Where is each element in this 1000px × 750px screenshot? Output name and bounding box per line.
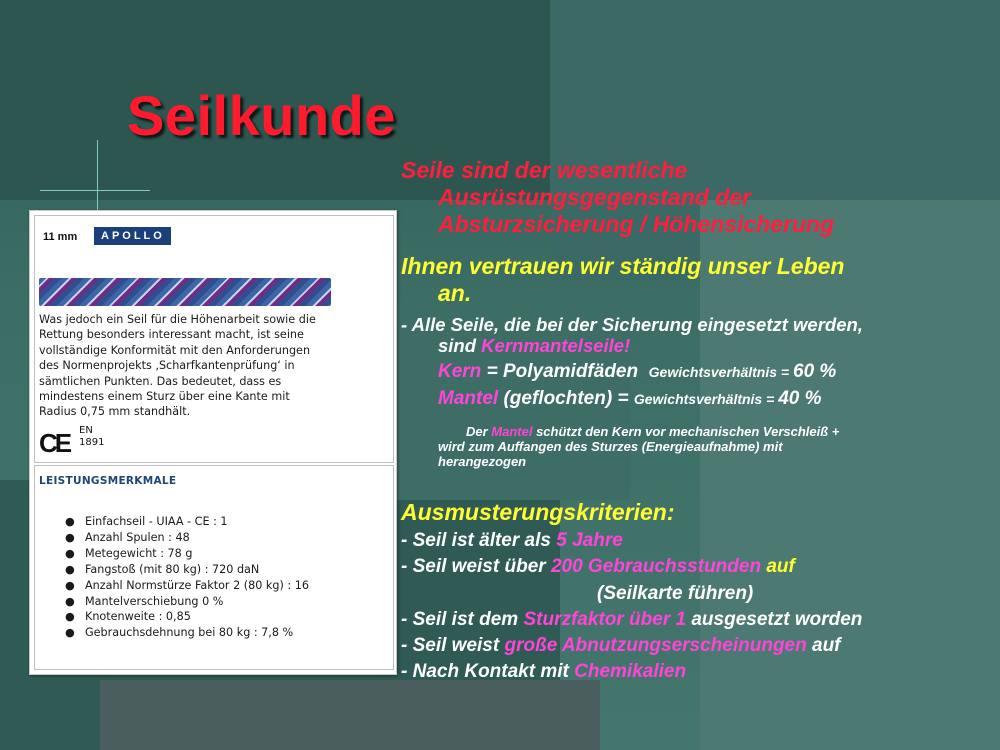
performance-list <box>65 514 309 641</box>
ce-mark-icon: CE <box>39 428 70 458</box>
kern-line: Kern = Polyamidfäden Gewichtsverhältnis = 60 % <box>438 361 837 382</box>
intro-line-2: Ausrüstungsgegenstand der <box>438 184 752 210</box>
bullet-icon: ● <box>65 594 75 608</box>
bullet-icon: ● <box>65 610 75 624</box>
performance-heading: LEISTUNGSMERKMALE <box>39 475 177 487</box>
all-ropes-line-1: - Alle Seile, die bei der Sicherung eingesetzt werden, <box>401 314 863 335</box>
list-item: ● Mantelverschiebung 0 % <box>65 594 224 608</box>
criterion-wear: - Seil weist große Abnutzungserscheinungen auf <box>401 635 841 656</box>
list-item: ● Anzahl Spulen : 48 <box>65 530 190 544</box>
list-item: ● Knotenweite : 0,85 <box>65 610 191 624</box>
note-line-2: wird zum Auffangen des Sturzes (Energieaufnahme) mit <box>438 439 783 454</box>
list-item: ● Einfachseil - UIAA - CE : 1 <box>65 515 228 528</box>
list-item: ● Anzahl Normstürze Faktor 2 (80 kg) : 16 <box>65 578 309 592</box>
slide-title: Seilkunde <box>127 84 397 147</box>
note-line-1: Der Mantel schützt den Kern vor mechanischen Verschleiß + <box>466 424 840 439</box>
bullet-icon: ● <box>65 515 75 528</box>
rope-diameter: 11 mm <box>43 231 78 243</box>
trust-line-1: Ihnen vertrauen wir ständig unser Leben <box>401 253 845 279</box>
norm-label: EN 1891 <box>79 425 105 448</box>
intro-line-3: Absturzsicherung / Höhensicherung <box>438 211 835 237</box>
criterion-chemicals: - Nach Kontakt mit Chemikalien <box>401 661 687 682</box>
list-item: ● Fangstoß (mit 80 kg) : 720 daN <box>65 562 260 576</box>
intro-line-1: Seile sind der wesentliche <box>401 157 688 183</box>
all-ropes-line-2: sind Kernmantelseile! <box>438 335 631 356</box>
performance-panel <box>34 465 394 670</box>
trust-line-2: an. <box>438 280 472 306</box>
mantel-line: Mantel (geflochten) = Gewichtsverhältnis = 40 % <box>438 388 822 409</box>
rope-description: Was jedoch ein Seil für die Höhenarbeit sowie die Rettung besonders interessant macht, ist seine vollständige Konformität mit den Anforderungen des Normenprojekts ‚Scharfkantenprüfung‘ in sämtlichen Punkten. Das bedeutet, dass es mindestens einem Sturz über eine Kante mit Radius 0,75 mm standhält. <box>39 313 316 419</box>
rope-product-card <box>29 210 397 675</box>
criteria-heading: Ausmusterungskriterien: <box>401 499 675 525</box>
bullet-icon: ● <box>65 626 75 640</box>
list-item: ● Gebrauchsdehnung bei 80 kg : 7,8 % <box>65 626 294 640</box>
criterion-hours-note: (Seilkarte führen) <box>597 583 754 604</box>
rope-info-panel <box>34 215 394 463</box>
brand-label: APOLLO <box>94 227 171 245</box>
criterion-fall-factor: - Seil ist dem Sturzfaktor über 1 ausgesetzt worden <box>401 609 863 630</box>
note-line-3: herangezogen <box>438 454 527 469</box>
bullet-icon: ● <box>65 578 75 592</box>
bullet-icon: ● <box>65 546 75 560</box>
bullet-icon: ● <box>65 562 75 576</box>
rope-image <box>39 278 331 306</box>
list-item: ● Metegewicht : 78 g <box>65 546 193 560</box>
bullet-icon: ● <box>65 530 75 544</box>
criterion-hours: - Seil weist über 200 Gebrauchsstunden auf <box>401 556 795 577</box>
criterion-age: - Seil ist älter als 5 Jahre <box>401 530 623 551</box>
